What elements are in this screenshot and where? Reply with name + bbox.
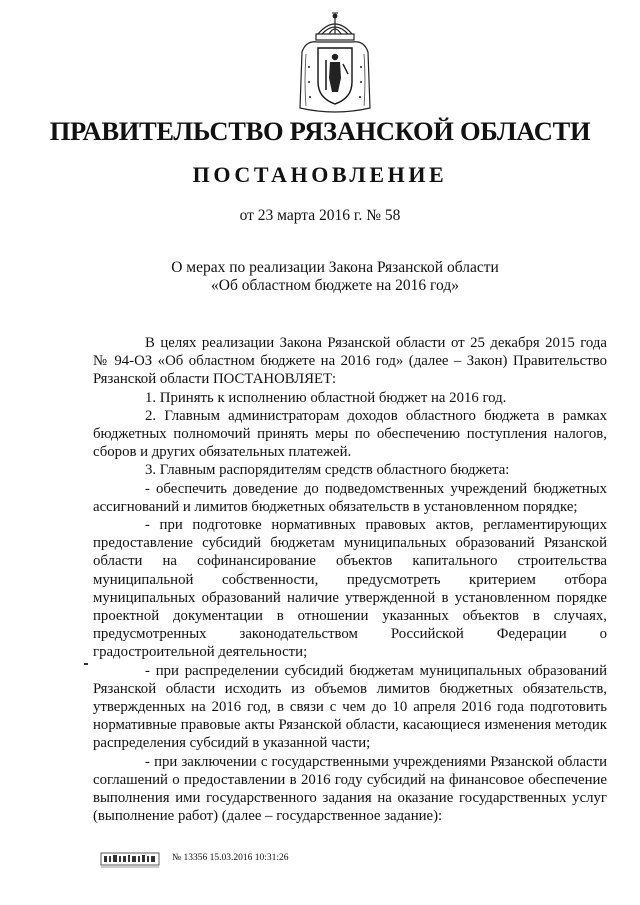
government-title: ПРАВИТЕЛЬСТВО РЯЗАНСКОЙ ОБЛАСТИ (49, 116, 591, 146)
paragraph-preamble: В целях реализации Закона Рязанской области от 25 декабря 2015 года № 94-ОЗ «Об областном бюджете на 2016 год» (далее – Закон) Правительство Рязанской области ПОСТАНОВЛЯЕТ: (93, 335, 607, 388)
registration-number: № 13356 15.03.2016 10:31:26 (172, 853, 289, 863)
paragraph-item-3-dash-1: - обеспечить доведение до подведомственных учреждений бюджетных ассигнований и лимитов бюджетных обязательств в установленном порядке; (93, 480, 607, 515)
registry-logo-icon (100, 851, 160, 869)
paragraph-item-1: 1. Принять к исполнению областной бюджет на 2016 год. (145, 389, 507, 406)
document-body (93, 334, 607, 825)
registration-stamp (100, 851, 360, 871)
document-type: ПОСТАНОВЛЕНИЕ (192, 162, 448, 187)
paragraph-item-2: 2. Главным администраторам доходов областного бюджета в рамках бюджетных полномочий принять меры по обеспечению поступления налогов, сборов и других обязательных платежей. (93, 407, 607, 461)
paragraph-item-3: 3. Главным распорядителям средств областного бюджета: (145, 462, 510, 479)
subject-line-2: «Об областном бюджете на 2016 год» (211, 277, 459, 294)
scan-artifact (84, 663, 88, 665)
paragraph-item-3-dash-4: - при заключении с государственными учреждениями Рязанской области соглашений о предоставлении в 2016 году субсидий на финансовое обеспечение выполнения ими государственного задания на оказание государственных услуг (выполнение работ) (далее – государственное задание): (93, 753, 607, 825)
document-date-number: от 23 марта 2016 г. № 58 (239, 207, 401, 224)
document-subject (160, 259, 510, 295)
paragraph-item-3-dash-2: - при подготовке нормативных правовых актов, регламентирующих предоставление субсидий бюджетам муниципальных образований Рязанской области на софинансирование объектов капитального строительства муниципальной собственности, предусмотреть критерием отбора муниципальных образований наличие утвержденной в установленном порядке проектной документации в отношении указанных объектов в случаях, предусмотренных законодательством Российской Федерации о градостроительной деятельности; (93, 517, 607, 661)
paragraph-item-3-dash-3: - при распределении субсидий бюджетам муниципальных образований Рязанской области исходить из объемов лимитов бюджетных обязательств, утвержденных на 2016 год, в связи с чем до 10 апреля 2016 года подготовить нормативные правовые акты Рязанской области, касающиеся изменения методик распределения субсидий в указанной части; (93, 662, 607, 752)
coat-of-arms-emblem (296, 12, 374, 114)
subject-line-1: О мерах по реализации Закона Рязанской области (171, 259, 499, 276)
